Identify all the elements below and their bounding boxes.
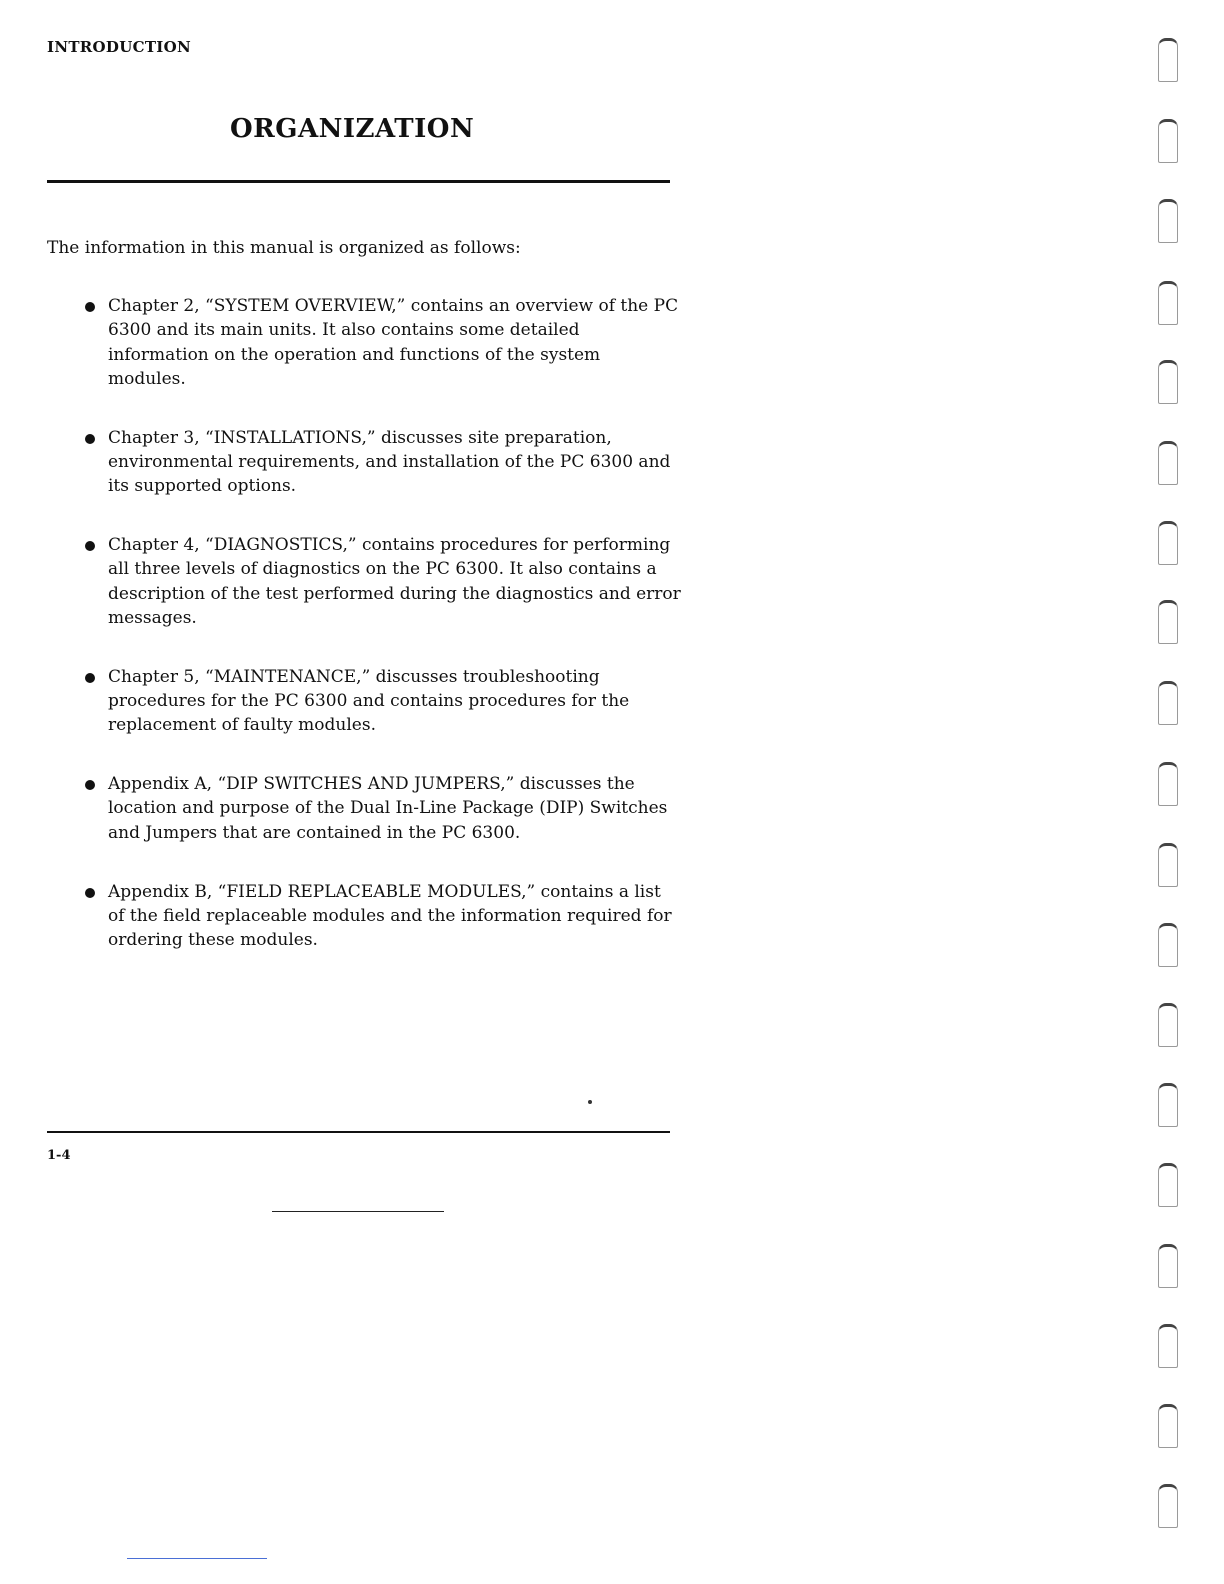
binder-hole-icon — [1158, 1003, 1178, 1047]
list-item-text: Chapter 5, “MAINTENANCE,” discusses troubleshooting procedures for the PC 6300 and contains procedures for the replacement of faulty modules. — [108, 666, 630, 736]
title-divider — [47, 180, 670, 183]
list-item — [82, 533, 682, 630]
bullet-icon — [85, 673, 95, 683]
binder-hole-icon — [1158, 38, 1178, 82]
section-header: INTRODUCTION — [47, 38, 192, 56]
binder-hole-icon — [1158, 1083, 1178, 1127]
binder-hole-icon — [1158, 119, 1178, 163]
bullet-icon — [85, 780, 95, 790]
list-item — [82, 426, 682, 499]
binder-hole-icon — [1158, 360, 1178, 404]
page-title: ORGANIZATION — [230, 114, 475, 144]
binder-hole-icon — [1158, 1163, 1178, 1207]
bullet-icon — [85, 302, 95, 312]
binder-hole-icon — [1158, 600, 1178, 644]
list-item-text: Chapter 2, “SYSTEM OVERVIEW,” contains an overview of the PC 6300 and its main units. It also contains some detailed information on the operation and functions of the system modules. — [108, 296, 679, 389]
binder-hole-icon — [1158, 441, 1178, 485]
bullet-icon — [85, 541, 95, 551]
intro-paragraph: The information in this manual is organized as follows: — [47, 238, 521, 258]
organization-list — [82, 294, 682, 987]
binder-hole-icon — [1158, 199, 1178, 243]
footer-divider — [47, 1131, 670, 1133]
list-item-text: Appendix B, “FIELD REPLACEABLE MODULES,” contains a list of the field replaceable modules and the information required for ordering these modules. — [108, 881, 672, 951]
binder-hole-icon — [1158, 1484, 1178, 1528]
list-item — [82, 665, 682, 738]
binder-hole-icon — [1158, 843, 1178, 887]
bullet-icon — [85, 434, 95, 444]
list-item-text: Chapter 4, “DIAGNOSTICS,” contains procedures for performing all three levels of diagnostics on the PC 6300. It also contains a description of the test performed during the diagnostics and error messages. — [108, 535, 681, 628]
binder-hole-icon — [1158, 1244, 1178, 1288]
page-number: 1-4 — [47, 1148, 71, 1163]
binder-hole-icon — [1158, 1324, 1178, 1368]
binder-hole-icon — [1158, 681, 1178, 725]
stray-rule — [272, 1211, 444, 1212]
bullet-icon — [85, 888, 95, 898]
list-item-text: Chapter 3, “INSTALLATIONS,” discusses site preparation, environmental requirements, and installation of the PC 6300 and its supported options. — [108, 427, 671, 497]
list-item — [82, 294, 682, 391]
list-item — [82, 880, 682, 953]
binder-hole-icon — [1158, 923, 1178, 967]
binder-hole-icon — [1158, 521, 1178, 565]
scan-speck — [588, 1100, 592, 1104]
list-item — [82, 772, 682, 845]
binder-hole-icon — [1158, 762, 1178, 806]
blue-rule — [127, 1558, 267, 1559]
binder-holes — [1150, 0, 1190, 1584]
binder-hole-icon — [1158, 1404, 1178, 1448]
list-item-text: Appendix A, “DIP SWITCHES AND JUMPERS,” discusses the location and purpose of the Dual In-Line Package (DIP) Switches and Jumpers that are contained in the PC 6300. — [108, 774, 668, 843]
binder-hole-icon — [1158, 281, 1178, 325]
